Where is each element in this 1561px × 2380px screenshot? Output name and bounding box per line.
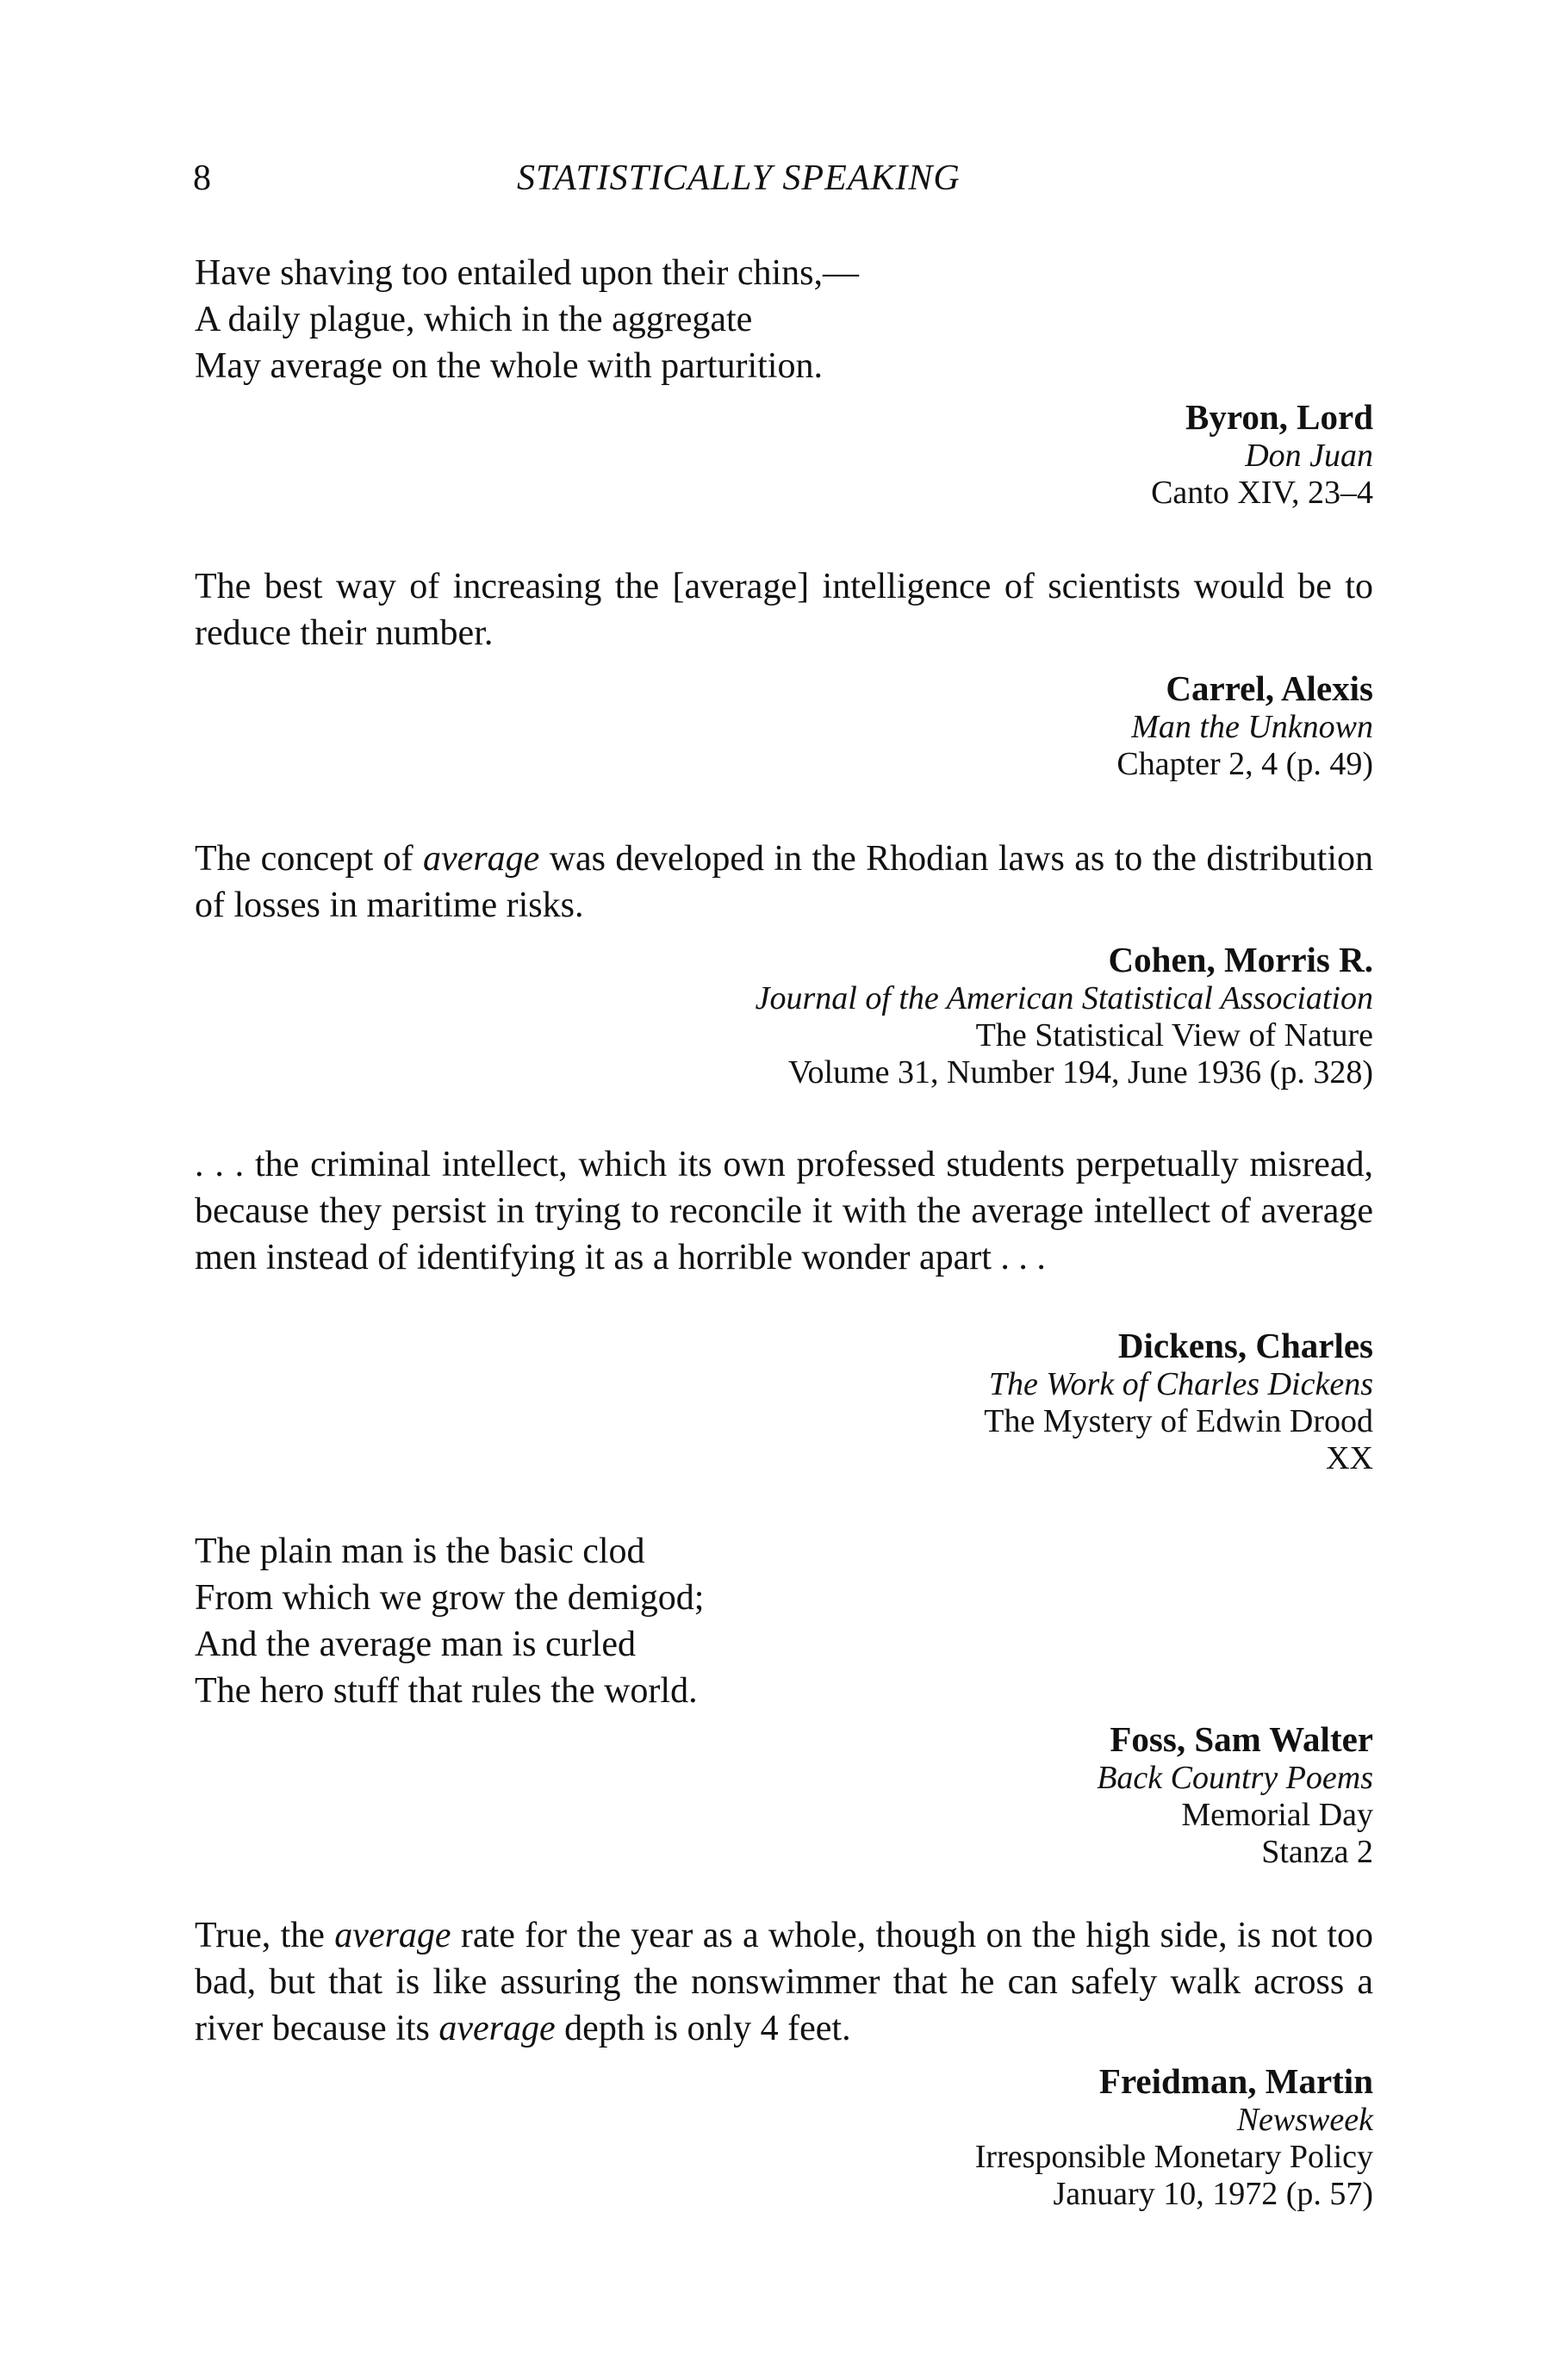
quote-segment: True, the [195,1916,335,1955]
quote-segment: The concept of [195,839,424,879]
attribution-freidman [975,2060,1373,2213]
quote-text-byron: Have shaving too entailed upon their chins,— A daily plague, which in the aggregate May average on the whole with parturition. [195,253,859,386]
work-title: Newsweek [1236,2102,1373,2138]
citation-detail: Chapter 2, 4 (p. 49) [1116,746,1373,782]
quote-segment: rate for the year as a whole, though on the high side, is not too bad, but that is like assuring the nonswimmer that he can safely walk across a river because its [195,1916,1373,2048]
running-head: STATISTICALLY SPEAKING [517,158,961,198]
citation-detail: Irresponsible Monetary Policy [974,2139,1373,2175]
attribution-byron [1151,396,1373,512]
quote-text-cohen [195,836,1373,929]
quote-emphasis: average [438,2009,556,2048]
work-title: Man the Unknown [1131,709,1373,745]
page-number: 8 [193,158,211,198]
attribution-cohen [756,939,1373,1091]
citation-detail: The Statistical View of Nature [975,1017,1373,1053]
citation-detail: Memorial Day [1181,1797,1373,1833]
work-title: The Work of Charles Dickens [988,1366,1373,1402]
attribution-foss [1097,1718,1373,1871]
citation-detail: XX [1326,1440,1373,1476]
author-name: Cohen, Morris R. [1108,940,1373,979]
author-name: Byron, Lord [1185,397,1373,437]
work-title: Don Juan [1245,438,1373,474]
citation-detail: The Mystery of Edwin Drood [984,1403,1373,1439]
citation-detail: Canto XIV, 23–4 [1151,475,1373,511]
quote-segment: depth is only 4 feet. [555,2009,851,2048]
citation-detail: Stanza 2 [1261,1834,1373,1870]
quote-segment: was developed in the Rhodian laws as to the distribution of losses in maritime risks. [195,839,1373,925]
quote-text-freidman [195,1912,1373,2052]
citation-detail: January 10, 1972 (p. 57) [1053,2176,1373,2212]
work-title: Back Country Poems [1097,1760,1373,1796]
author-name: Freidman, Martin [1098,2061,1373,2101]
author-name: Foss, Sam Walter [1110,1719,1373,1759]
author-name: Dickens, Charles [1117,1326,1373,1365]
quote-emphasis: average [423,839,540,879]
author-name: Carrel, Alexis [1166,668,1373,708]
attribution-dickens [984,1325,1373,1477]
attribution-carrel [1116,668,1373,783]
work-title: Journal of the American Statistical Association [755,980,1373,1016]
quote-emphasis: average [334,1916,451,1955]
quote-text-carrel: The best way of increasing the [average] intelligence of scientists would be to reduce their number. [195,567,1373,653]
quote-text-foss: The plain man is the basic clod From which we grow the demigod; And the average man is curled The hero stuff that rules the world. [195,1532,705,1711]
quote-text-dickens: . . . the criminal intellect, which its own professed students perpetually misread, because they persist in trying to reconcile it with the average intellect of average men instead of identifying it as a horrible wonder apart . . . [195,1145,1373,1277]
citation-detail: Volume 31, Number 194, June 1936 (p. 328) [787,1054,1373,1091]
